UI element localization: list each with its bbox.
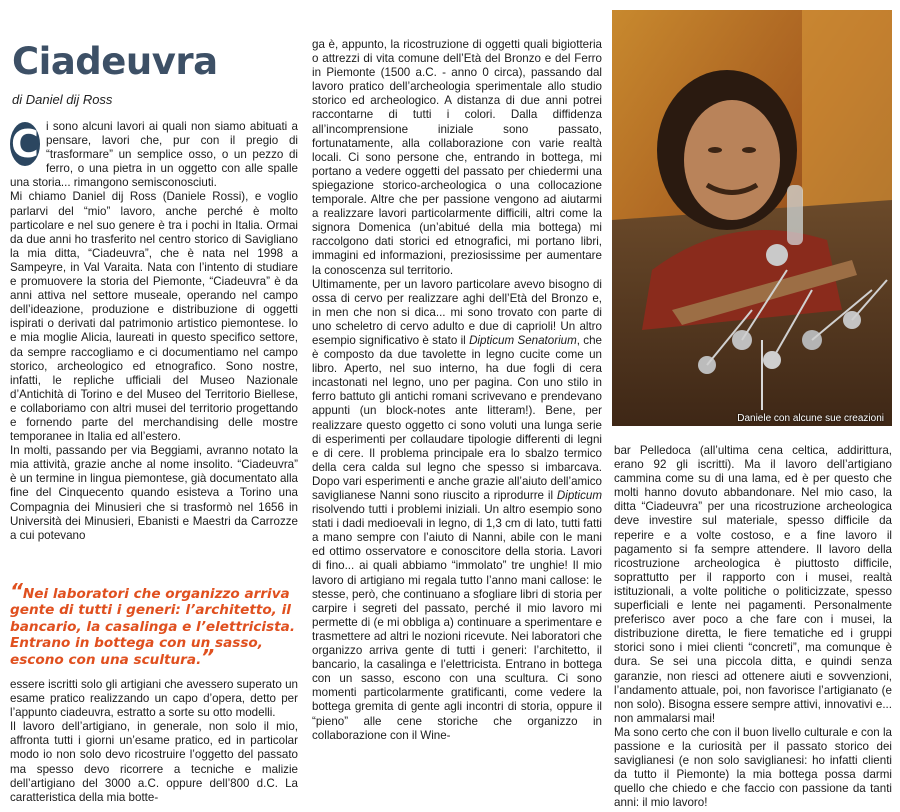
text-span: risolvendo tutti i problemi iniziali. Un altro esempio sono stati i dadi medioevali in legno, di 1,3 cm di lato, tutti fatti a mano sempre con l’aiuto di Nanni, abile con le mani ed ottimo osservatore e conoscitore della storia. Lavori di fino... ai quali abbiamo “immolato” tre unghie! Il mio lavoro di artigiano mi regala tutto l’anno mani callose: le stesse, però, che continuano a sfogliare libri di storia per carpire i segreti del passato, perché il mio lavoro mi permette di (e mi obbliga a) continuare a sperimentare e trasmettere ad altri le nozioni ricevute. Nei laboratori che organizzo arriva gente di tutti i generi: l’architetto, il bancario, la casalinga e l’elettricista. Entrano in bottega con un sasso, escono con una scultura. Ci sono momenti particolarmente gratificanti, come vedere la bottega gremita di gente agli incontri di storia, oppure il “pieno” alle cene storiche che organizzo in collaborazione con il Wine- — [312, 503, 603, 742]
photo-illustration — [612, 10, 892, 426]
paragraph: In molti, passando per via Beggiami, avranno notato la mia attività, grazie anche al nome insolito. “Ciadeuvra” è un termine in lingua piemontese, già documentato alla fine del Cinquecento quando esisteva a Torino una Compagnia dei Minusieri che si trasformò nel 1656 in Università dei Minusieri, Ebanisti e Maestri da Carrozze a cui potevano — [10, 444, 298, 542]
pull-quote-text: Nei laboratori che organizzo arriva gente di tutti i generi: l’architetto, il bancario, la casalinga e l’elettricista. Entrano in bottega con un sasso, escono con una scultura. — [10, 586, 295, 668]
drop-cap: C — [11, 122, 39, 166]
paragraph: Il lavoro dell’artigiano, in generale, non solo il mio, affronta tutti i giorni un’esame pratico, ed in particolar modo io non solo devo ricostruire l’oggetto del passato ma spesso devo ricorrere a tecniche e malizie dell’artigiano del 3000 a.C. oppure dell’800 d.C. La caratteristica della mia botte- — [10, 720, 298, 804]
text-span: Ultimamente, per un lavoro particolare avevo bisogno di ossa di cervo per realizzare aghi dell’Età del Bronzo e, in men che non si dica... mi sono trovato con parte di uno scheletro di cervo adulto e due di caprioli! Un altro esempio significativo è stato il — [312, 277, 602, 347]
byline: di Daniel dij Ross — [12, 92, 113, 107]
open-quote-mark: “ — [10, 579, 23, 603]
paragraph: essere iscritti solo gli artigiani che avessero superato un esame pratico realizzando un capo d’opera, detto per l’appunto ciadeuvra, estratto a sorte su otto modelli. — [10, 678, 298, 720]
text-span: , che è composto da due tavolette in legno cucite come un libro. Aperto, nel suo interno, ha due fogli di cera incastonati nel legno, uno per pagina. Con uno stilo in ferro battuto gli antichi romani scrivevano e prendevano appunti (un block-notes ante litteram!). Bene, per realizzare questo oggetto ci sono voluti una lunga serie di esperimenti per collaudare tipologie differenti di legni e di cere. Il problema principale era lo sbalzo termico della cera calda sul legno che spesso si imbarcava. Dopo vari esperimenti e anche grazie all’aiuto dell’amico saviglianese Nanni sono riuscito a riprodurre il — [312, 333, 602, 502]
paragraph: Mi chiamo Daniel dij Ross (Daniele Rossi), e voglio parlarvi del “mio” lavoro, anche perché è molto particolare e nel suo genere è tra i pochi in Italia. Ormai da due anni ho trasferito nel centro storico di Savigliano la mia ditta, “Ciadeuvra”, che è nata nel 1998 a Sampeyre, in Val Varaita. Nata con l’intento di studiare e promuovere la storia del Piemonte, “Ciadeuvra” è da anni attiva nel settore museale, operando nel campo dell’ideazione, produzione e distribuzione di oggetti ispirati o derivati dal patrimonio artistico piemontese. Io e mia moglie Alicia, laureati in questo specifico settore, da sempre raccogliamo e ci documentiamo nel campo storico, archeologico ed etnografico. Sono nostre, infatti, le repliche ufficiali del Museo Nazionale d’Antichità di Torino e del Museo del Territorio Biellese, e collaboriamo con altri musei del territorio progettando e fornendo parte del merchandising delle mostre temporanee in Italia ed all’estero. — [10, 190, 298, 444]
article-photo — [612, 10, 892, 426]
intro-paragraph — [10, 120, 298, 190]
pull-quote — [10, 579, 295, 669]
paragraph: Ma sono certo che con il buon livello culturale e con la passione e la curiosità per il passato storico dei saviglianesi (e non solo saviglianesi: ho infatti clienti da tutto il Piemonte) la mia bottega possa darmi quello che chiedo e che faccio con passione da tanti anni: il mio lavoro! — [614, 725, 892, 810]
close-quote-mark: ” — [201, 644, 215, 669]
column-1-top — [10, 120, 298, 543]
paragraph: bar Pelledoca (all’ultima cena celtica, addirittura, erano 92 gli iscritti). Ma il lavoro dell’artigiano cammina come su di una lama, ed è per questo che molti hanno dovuto abbandonare. Nel mio caso, la ditta “Ciadeuvra” per una ricostruzione archeologica deve investire sul materiale, spesso difficile da reperire e a volte costoso, e a fine lavoro il pagamento si fa sempre attendere. Il lavoro della ricostruzione archeologica è piuttosto difficile, soprattutto per il rapporto con i musei, realtà istituzionali, a volte politiche o politicizzate, spesso superficiali e lente nei pagamenti. Personalmente preferisco aver poco a che fare con i musei, la distribuzione diretta, le fiere tematiche ed i gruppi storici sono i miei clienti “concreti”, ma comunque è dura. Se sei una piccola ditta, e quindi senza garanzie, non riesci ad ottenere aiuti e sovvenzioni, l’andamento attuale, poi, non favorisce l’artigianato (e non solo). Bisogna essere sempre attivi, innovativi e... non ammalarsi mai! — [614, 444, 892, 725]
article-title: Ciadeuvra — [12, 40, 218, 83]
italic-term: Dipticum Senatorium — [469, 333, 577, 347]
paragraph — [312, 278, 602, 743]
column-3 — [614, 444, 892, 810]
column-2 — [312, 38, 602, 743]
photo-caption: Daniele con alcune sue creazioni — [737, 413, 884, 424]
italic-term: Dipticum — [556, 489, 602, 502]
column-1-bottom — [10, 678, 298, 805]
paragraph: ga è, appunto, la ricostruzione di oggetti quali bigiotteria o attrezzi di vita comune dell’Età del Bronzo e del Ferro in Piemonte (1500 a.C. - anno 0 circa), passando dal lavoro pratico dell’archeologia sperimentale allo studio storico ed archeologico. A distanza di due anni potrei raccontarne di tutti i colori. Dalla diffidenza all’incomprensione iniziale sono passato, fortunatamente, alla collaborazione con varie realtà locali. Ci sono persone che, entrando in bottega, mi portano a vedere oggetti del passato per chiedermi una spiegazione storico-archeologica o una collocazione temporale. Altre che per passione vengono ad aiutarmi a realizzare lavori particolarmente difficili, altri come la signora Domenica (un’abitué della mia bottega) mi raccolgono dati storici ed etnografici, mi portano libri, immagini ed informazioni, preziosissime per aumentare la conoscenza sul territorio. — [312, 38, 602, 277]
intro-text: i sono alcuni lavori ai quali non siamo abituati a pensare, lavori che, pur con il pregio di “trasformare” un semplice osso, o un pezzo di ferro, o una pietra in un oggetto con alle spalle una storia... rimangono semisconosciuti. — [10, 120, 298, 190]
